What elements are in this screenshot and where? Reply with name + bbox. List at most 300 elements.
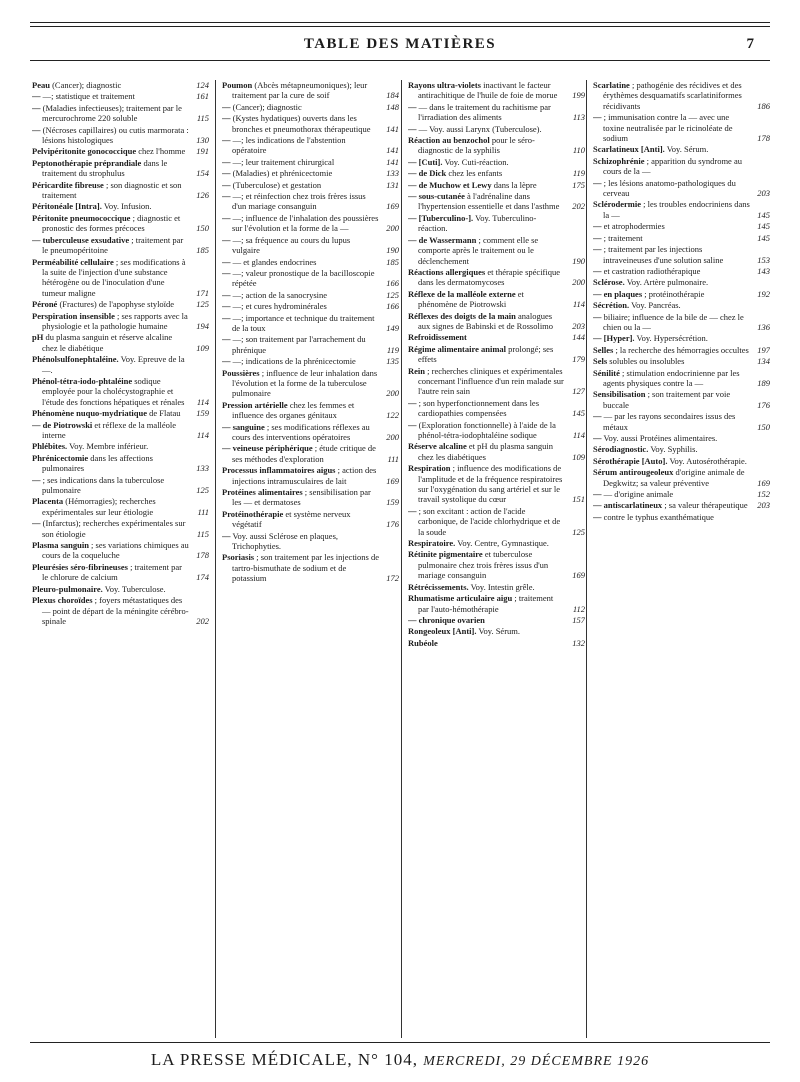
entry-term: — [408,101,417,112]
entry-term: — [222,312,231,323]
index-entry [593,312,770,333]
index-entry [32,475,209,496]
index-entry [222,157,399,167]
entry-term: Poumon [222,80,253,90]
entry-term: — veineuse périphérique [222,443,313,454]
entry-term: — [32,124,41,135]
entry-term: — [593,177,602,188]
entry-term: — [222,234,231,245]
entry-term: — [593,221,602,232]
entry-description: Voy. Hypersécrétion. [636,333,708,344]
entry-term: — de Piotrowski [32,419,93,430]
entry-term: Rein [408,365,425,376]
entry-page: 130 [196,135,209,146]
entry-description: ; les lésions anatomo-pathologiques du cerveau [603,177,736,199]
entry-description: du plasma sanguin et réserve alcaline chez le diabétique [42,332,173,353]
entry-term: Sels [593,356,608,367]
entry-term: — tuberculeuse exsudative [32,234,130,245]
entry-description: ; son traitement par les injections de tartro-bismuthate de sodium et de potassium [232,552,379,584]
entry-term: Phénolsulfonephtaléine. [32,354,119,365]
index-entry [408,102,585,123]
index-entry [32,103,209,124]
entry-page: 114 [572,299,585,310]
entry-page: 141 [386,156,399,167]
entry-description: inactivant le facteur antirachitique de l'huile de foie de morue [418,80,558,101]
index-entry [593,144,770,154]
index-entry [222,443,399,464]
entry-page: 150 [196,223,209,234]
entry-term: — [593,511,602,522]
entry-page: 176 [757,399,770,410]
entry-description: (Cancer); diagnostic [52,80,122,90]
index-entry [593,356,770,366]
index-entry [593,277,770,287]
entry-description: ; traitement par le chlorure de calcium [42,561,182,583]
entry-page: 159 [196,408,209,419]
entry-description: ; sensibilisation par les — et dermatoses [232,487,371,508]
entry-term: Plexus choroïdes [32,595,93,606]
entry-page: 171 [196,287,209,298]
footer-journal: LA PRESSE MÉDICALE, N° 104, [150,1050,418,1069]
entry-description: Voy. Centre, Gymnastique. [457,538,549,549]
entry-page: 190 [386,245,399,256]
index-entry [408,124,585,134]
entry-description: Voy. aussi Protéines alimentaires. [603,433,718,443]
entry-term: — [222,179,231,190]
entry-description: et tuberculose pulmonaire chez trois frères issus d'un mariage consanguin [418,549,549,581]
index-entry [32,441,209,451]
entry-term: Réactions allergiques [408,266,486,277]
index-entry [408,213,585,234]
index-entry [593,389,770,410]
entry-description: —; et cures hydrominérales [232,301,327,312]
entry-page: 178 [757,133,770,144]
entry-page: 176 [386,519,399,530]
index-entry [408,398,585,419]
entry-page: 141 [386,145,399,156]
entry-page: 145 [572,408,585,419]
entry-term: Phrénicectomie [32,452,89,463]
entry-description: —; sa fréquence au cours du lupus vulgaire [232,234,351,256]
entry-page: 190 [572,255,585,266]
entry-description: ; immunisation contre la — avec une toxine neutralisée par le ricinoléate de sodium [603,112,733,144]
entry-description: Voy. Membre inférieur. [69,441,149,452]
entry-term: — [32,518,41,529]
entry-term: — de Muchow et Lewy [408,179,492,190]
entry-page: 145 [757,209,770,220]
entry-term: Sensibilisation [593,389,646,400]
entry-page: 191 [196,146,209,157]
entry-page: 136 [757,321,770,332]
entry-term: — [222,113,231,124]
entry-description: biliaire; influence de la bile de — chez le chien ou la — [603,311,744,332]
index-entry [32,408,209,418]
index-entry [222,301,399,311]
entry-description: ; pathogénie des récidives et des érythèmes desquamatifs scarlatiniformes récidivants [603,80,742,111]
entry-description: ; son hyperfonctionnement dans les cardiopathies compensées [418,397,540,419]
index-entry [32,332,209,353]
entry-page: 169 [757,477,770,488]
entry-description: pour le séro-diagnostic de la syphilis [418,135,535,156]
entry-term: — [222,356,231,367]
entry-description: (Exploration fonctionnelle) à l'aide de la phénol-tétra-iodophtaléine sodique [418,419,556,440]
entry-description: ; action des injections intramusculaires de lait [232,465,377,486]
entry-description: —; les indications de l'abstention opératoire [232,135,346,156]
entry-page: 200 [386,388,399,399]
entry-description: ; ses indications dans la tuberculose pulmonaire [42,474,165,496]
entry-term: — [Tuberculino-]. [408,212,474,223]
index-entry [593,444,770,454]
entry-description: ; étude critique de ses méthodes d'exploration [232,443,376,464]
entry-description: chez les femmes et influence des organes génitaux [232,399,355,421]
entry-term: Rayons ultra-violets [408,80,481,90]
entry-description: à l'adrénaline dans l'hypertension essentielle et dans l'asthme [418,191,560,212]
index-entry [408,420,585,441]
index-entry [32,584,209,594]
entry-description: ; recherches cliniques et expérimentales concernant l'influence d'un rein malade sur l'autre rein sain [418,365,564,397]
entry-description: ; apparition du syndrome au cours de la — [603,155,742,177]
entry-description: ; traitement par l'auto-hémothérapie [418,593,554,614]
entry-description: ; la recherche des hémorragies occultes [615,344,749,355]
index-entry [593,112,770,143]
entry-term: — [32,102,41,113]
index-entry [408,441,585,462]
entry-description: Voy. Syphilis. [650,444,698,455]
entry-term: Perméabilité cellulaire [32,256,114,267]
entry-page: 174 [196,572,209,583]
index-entry [408,332,585,342]
entry-description: et pH du plasma sanguin chez les diabétiques [418,441,553,462]
entry-page: 125 [196,485,209,496]
index-entry [593,233,770,243]
index-entry [222,213,399,234]
entry-term: — [32,91,41,102]
entry-description: —; importance et technique du traitement de la toux [232,312,375,333]
footer-rule [30,1042,770,1043]
entry-page: 203 [572,320,585,331]
top-rule [30,22,770,23]
index-entry [408,180,585,190]
entry-description: et thérapie spécifique dans les dermatomycoses [418,266,561,288]
index-entry [32,518,209,539]
entry-term: Refroidissement [408,332,467,343]
index-entry [593,221,770,231]
entry-term: — [408,123,417,134]
entry-page: 200 [572,277,585,288]
top-rule-thin [30,26,770,27]
entry-page: 143 [757,265,770,276]
index-entry [32,125,209,146]
index-entry [222,257,399,267]
entry-term: Processus inflammatoires aigus [222,465,336,476]
page-number: 7 [746,36,754,52]
index-entry [593,411,770,432]
entry-page: 127 [572,386,585,397]
entry-description: ; diagnostic et pronostic des formes précoces [42,212,181,234]
column-divider [401,80,402,1038]
entry-term: — [408,419,417,430]
entry-page: 175 [572,179,585,190]
entry-term: Réflexe de la malléole externe [408,288,516,299]
index-entry [408,267,585,288]
index-entry [32,146,209,156]
entry-term: Sérothérapie [Auto]. [593,455,668,466]
index-entry [593,500,770,510]
index-entry [408,463,585,505]
entry-page: 154 [196,168,209,179]
entry-term: Perspiration insensible [32,310,115,321]
entry-description: Voy. Sérum. [478,626,521,637]
entry-page: 186 [757,100,770,111]
entry-description: et phénomène de Piotrowski [418,288,524,310]
entry-page: 126 [196,190,209,201]
entry-page: 197 [757,344,770,355]
entry-description: — Voy. aussi Larynx (Tuberculose). [418,123,542,134]
entry-page: 202 [572,201,585,212]
entry-term: Peptonothérapie préprandiale [32,157,142,168]
index-entry [222,509,399,530]
entry-term: — de Wassermann [408,234,477,245]
entry-description: analogues aux signes de Babinski et de Rossolimo [418,310,554,331]
index-entry [408,311,585,332]
entry-term: Plasma sanguin [32,540,89,551]
index-entry [32,180,209,201]
entry-description: et castration radiothérapique [603,265,701,276]
entry-term: Pression artérielle [222,399,288,410]
index-entry [222,400,399,421]
entry-term: — [Hyper]. [593,333,635,344]
entry-page: 169 [386,201,399,212]
index-entry [593,512,770,522]
entry-description: et atrophodermies [603,221,665,232]
entry-description: Voy. Artère pulmonaire. [626,277,709,288]
index-entry [593,199,770,220]
index-entry [593,489,770,499]
entry-page: 161 [196,91,209,102]
entry-page: 125 [196,299,209,310]
index-entry [222,552,399,583]
entry-description: Voy. Autosérothérapie. [669,455,747,466]
entry-term: — en plaques [593,288,643,299]
entry-term: Réflexes des doigts de la main [408,310,516,321]
index-entry [593,156,770,177]
entry-page: 110 [572,145,585,156]
entry-term: Péritonéale [Intra]. [32,201,102,212]
index-entry [593,456,770,466]
entry-term: Pleurésies séro-fibrineuses [32,561,128,572]
entry-term: Phénomène nuquo-mydriatique [32,408,147,419]
entry-term: Scarlatine [593,80,630,90]
entry-term: — [408,505,417,516]
index-entry [222,235,399,256]
index-entry [222,180,399,190]
entry-description: (Infarctus); recherches expérimentales sur son étiologie [42,518,186,539]
entry-page: 113 [572,112,585,123]
entry-term: — [222,334,231,345]
index-entry [32,496,209,517]
index-entry [32,376,209,407]
entry-description: —; influence de l'inhalation des poussières sur l'évolution et la forme de la — [232,212,379,234]
index-entry [408,135,585,156]
entry-description: et système nerveux végétatif [232,508,351,530]
index-entry [222,531,399,552]
entry-description: ; ses modifications réflexes au cours des interventions opératoires [232,421,370,442]
entry-term: Réaction au benzochol [408,135,490,146]
entry-term: — sanguine [222,421,265,432]
entry-term: — [222,156,231,167]
entry-term: — chronique ovarien [408,614,485,625]
index-entry [32,235,209,256]
entry-term: Sclérose. [593,277,625,288]
entry-term: Phlébites. [32,441,68,452]
entry-description: ; ses variations chimiques au cours de la coqueluche [42,540,189,561]
entry-page: 179 [572,354,585,365]
entry-page: 148 [386,101,399,112]
entry-term: — [Cuti]. [408,156,443,167]
entry-page: 119 [386,344,399,355]
entry-description: Voy. Intestin grêle. [470,581,535,592]
index-entry [32,453,209,474]
entry-term: pH [32,332,44,343]
entry-page: 185 [196,245,209,256]
entry-description: (Kystes hydatiques) ouverts dans les bronches et pneumothorax thérapeutique [232,113,371,134]
entry-description: — d'origine animale [603,489,674,500]
entry-page: 111 [387,453,399,464]
entry-term: — [222,135,231,146]
entry-page: 185 [386,256,399,267]
entry-term: Schizophrénie [593,155,645,166]
index-entry [408,615,585,625]
entry-term: — [593,265,602,276]
index-entry [32,158,209,179]
index-entry [32,213,209,234]
entry-description: —; valeur pronostique de la bacilloscopie répétée [232,267,375,289]
entry-description: — et glandes endocrines [232,256,317,267]
entry-term: — [222,289,231,300]
entry-page: 122 [386,410,399,421]
entry-term: — [593,232,602,243]
entry-description: ; foyers métastatiques des — point de départ de la méningite cérébro-spinale [42,595,189,626]
entry-description: (Maladies infectieuses); traitement par le mercurochrome 220 soluble [42,102,182,124]
index-entry [32,80,209,90]
index-entry [408,538,585,548]
entry-page: 109 [572,451,585,462]
entry-page: 184 [386,90,399,101]
index-entry [222,268,399,289]
entry-term: — [222,168,231,179]
entry-description: —; statistique et traitement [42,91,135,102]
entry-term: — [222,191,231,202]
entry-description: (Cancer); diagnostic [232,101,302,112]
entry-description: chez les enfants [448,168,503,179]
entry-term: Péroné [32,299,58,310]
entry-term: Rongeoleux [Anti]. [408,626,477,637]
entry-description: Voy. Sérum. [666,144,709,155]
entry-page: 115 [196,528,209,539]
entry-page: 132 [572,637,585,648]
entry-term: — [593,433,602,443]
entry-term: — [593,311,602,322]
entry-term: Rétrécissements. [408,581,469,592]
entry-description: sodique employée pour la cholécystographie et l'étude des fonctions hépatiques et rénales [42,375,185,407]
entry-page: 200 [386,223,399,234]
entry-page: 189 [757,377,770,388]
entry-term: — [593,244,602,255]
entry-term: Pleuro-pulmonaire. [32,583,103,594]
entry-page: 169 [386,475,399,486]
entry-description: ; influence des modifications de l'amplitude et de la fréquence respiratoires sur l'oxygénation du sang artériel et sur le travail systolique du cœur [418,463,563,505]
entry-description: (Fractures) de l'apophyse styloïde [59,299,175,310]
index-entry [408,80,585,101]
index-entry [222,290,399,300]
column-divider [215,80,216,1038]
index-entry [32,595,209,626]
index-entry [593,345,770,355]
entry-description: prolongé; ses effets [418,343,554,365]
entry-description: Voy. Pancréas. [631,300,681,311]
entry-description: —; action de la sanocrysine [232,289,328,300]
index-entry [593,80,770,111]
index-entry [593,467,770,488]
entry-page: 131 [386,179,399,190]
entry-description: — par les rayons secondaires issus des métaux [603,411,736,432]
index-entry [222,368,399,399]
index-entry [408,582,585,592]
entry-term: — [32,474,41,485]
entry-term: — [222,301,231,312]
entry-description: ; traitement par les injections intraveineuses d'une solution saline [603,244,724,265]
entry-term: — [408,397,417,408]
entry-description: ; son diagnostic et son traitement [42,179,182,201]
entry-page: 114 [196,396,209,407]
entry-description: chez l'homme [138,146,186,157]
entry-term: Respiratoire. [408,538,456,549]
column-divider [586,80,587,1038]
index-entry [32,562,209,583]
index-entry [222,334,399,355]
entry-description: contre le typhus exanthématique [603,511,714,522]
entry-description: dans la lèpre [493,179,537,190]
entry-page: 124 [196,80,209,90]
page-footer [0,1050,800,1070]
entry-term: Phénol-tétra-iodo-phtaléine [32,375,133,386]
footer-date: MERCREDI, 29 DÉCEMBRE 1926 [423,1054,650,1069]
entry-term: Sénilité [593,367,620,378]
entry-page: 125 [386,289,399,300]
page-header-title: TABLE DES MATIÈRES [303,36,497,52]
entry-term: — [222,267,231,278]
entry-page: 112 [572,603,585,614]
index-entry [408,366,585,397]
entry-page: 194 [196,320,209,331]
entry-description: ; ses modifications à la suite de l'injection d'une substance hétérogène ou de l'inoculation d'une tumeur maligne [42,256,186,298]
entry-page: 144 [572,332,585,343]
index-entry [593,178,770,199]
entry-term: Sécrétion. [593,300,630,311]
entry-page: 169 [572,570,585,581]
entry-page: 159 [386,497,399,508]
entry-description: —; son traitement par l'arrachement du phrénique [232,334,366,355]
index-entry [32,299,209,309]
entry-page: 149 [386,322,399,333]
entry-description: (Hémorragies); recherches expérimentales sur leur étiologie [42,496,156,517]
entry-description: ; son excitant : action de l'acide carbonique, de l'acide chlorhydrique et de la soude [418,505,561,537]
entry-description: Voy. Infusion. [103,201,152,212]
entry-page: 114 [572,430,585,440]
index-entry [222,191,399,212]
entry-term: Régime alimentaire animal [408,343,507,354]
entry-term: Péricardite fibreuse [32,179,104,190]
